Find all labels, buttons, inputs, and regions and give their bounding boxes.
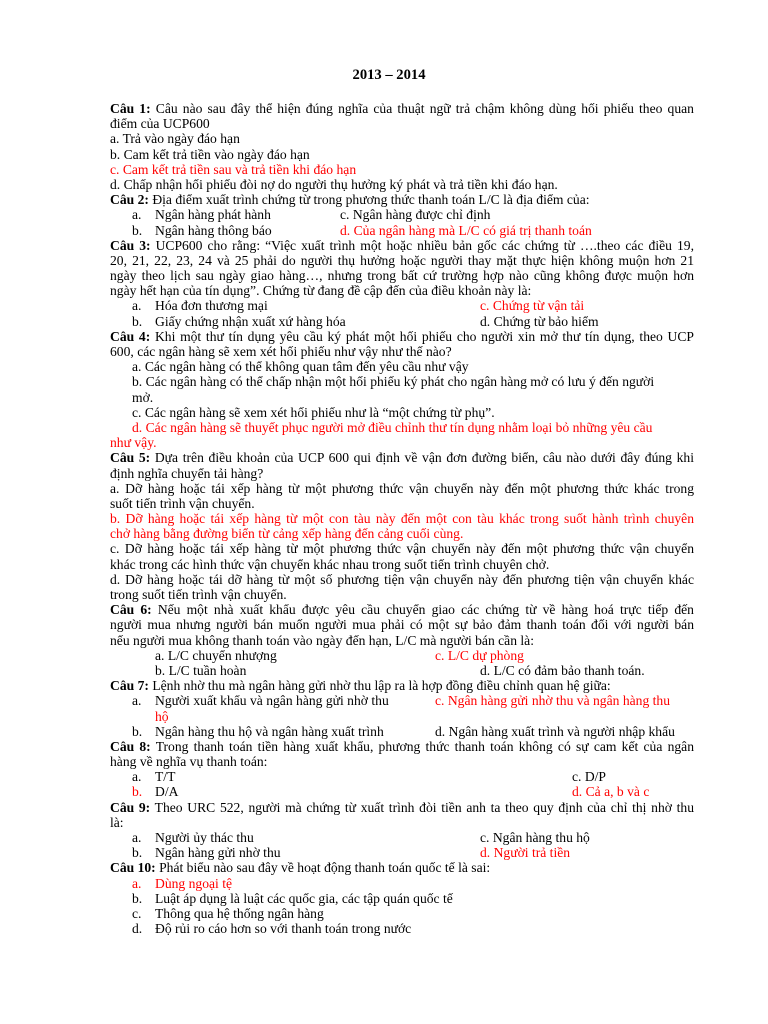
question-8 <box>110 739 694 800</box>
question-5 <box>110 450 694 602</box>
option-b-marker: b. <box>132 723 143 739</box>
question-text: Câu 2: Địa điểm xuất trình chứng từ trong phương thức thanh toán L/C là địa điểm của: <box>110 192 590 208</box>
option-b-marker: b. <box>132 313 143 329</box>
question-text: Câu 6: Nếu một nhà xuất khẩu được yêu cầu chuyển giao các chứng từ về hàng hoá trực tiếp đến <box>110 602 694 618</box>
option-a: a. L/C chuyển nhượng <box>155 647 277 663</box>
question-text: 600, các ngân hàng sẽ xem xét hối phiếu như vậy như thế nào? <box>110 344 452 359</box>
option-a: Người xuất khẩu và ngân hàng gửi nhờ thu <box>155 693 389 709</box>
question-4 <box>110 329 694 451</box>
question-10 <box>110 860 694 936</box>
option-row <box>110 648 694 663</box>
option-c: c. D/P <box>572 769 606 785</box>
option-a-marker: a. <box>132 207 142 223</box>
option-row <box>110 693 694 708</box>
option-b-marker: b. <box>132 890 143 906</box>
option-row <box>110 709 694 724</box>
question-text: Câu 8: Trong thanh toán tiền hàng xuất khẩu, phương thức thanh toán không có sự cam kết của ngân <box>110 738 694 754</box>
option-a: a. Các ngân hàng có thể không quan tâm đến yêu cầu như vậy <box>132 359 469 375</box>
option-b-marker: b. <box>132 784 143 800</box>
question-number: Câu 6: <box>110 602 152 618</box>
option-c: Thông qua hệ thống ngân hàng <box>155 905 324 921</box>
option-b: Luật áp dụng là luật các quốc gia, các tập quán quốc tế <box>155 890 453 906</box>
option-c-answer: c. Cam kết trả tiền sau và trả tiền khi đáo hạn <box>110 161 357 177</box>
question-9 <box>110 800 694 861</box>
question-text: Câu 4: Khi một thư tín dụng yêu cầu ký phát một hối phiếu cho người xin mở thư tín dụng, theo UCP <box>110 328 694 344</box>
option-b: D/A <box>155 784 179 800</box>
option-b-marker: b. <box>132 845 143 861</box>
option-row <box>110 906 694 921</box>
option-b-cont: mở. <box>132 389 154 405</box>
question-3 <box>110 238 694 329</box>
option-c-marker: c. <box>132 905 142 921</box>
option-row <box>110 830 694 845</box>
option-c-answer: c. Ngân hàng gửi nhờ thu và ngân hàng thu <box>435 693 671 709</box>
option-d: d. Chấp nhận hối phiếu đòi nợ do người thụ hưởng ký phát và trả tiền khi đáo hạn. <box>110 176 558 192</box>
option-a-marker: a. <box>132 298 142 314</box>
option-c: c. Các ngân hàng sẽ xem xét hối phiếu như là “một chứng từ phụ”. <box>132 404 495 420</box>
option-b: b. Các ngân hàng có thể chấp nhận một hối phiếu ký phát cho ngân hàng mở có lưu ý đến người <box>132 374 655 390</box>
option-c: c. Ngân hàng thu hộ <box>480 830 590 845</box>
question-number: Câu 9: <box>110 799 151 815</box>
option-d-answer: d. Cả a, b và c <box>572 784 650 800</box>
question-text: Câu 5: Dựa trên điều khoản của UCP 600 qui định về vận đơn đường biển, câu nào dưới đây đúng khi <box>110 450 694 466</box>
question-number: Câu 2: <box>110 192 149 208</box>
option-row <box>110 223 694 238</box>
question-text: Câu 9: Theo URC 522, người mà chứng từ xuất trình đòi tiền anh ta theo quy định của chỉ thị nhờ thu <box>110 799 694 815</box>
option-d: d. Dỡ hàng hoặc tái dỡ hàng từ một số phương tiện vận chuyển này đến phương tiện vận chuyển khác <box>110 571 694 587</box>
option-d-answer: d. Các ngân hàng sẽ thuyết phục người mở điều chỉnh thư tín dụng nhằm loại bỏ những yêu cầu <box>132 419 653 435</box>
option-b-answer-cont: chở hàng bằng đường biển từ cảng xếp hàng đến cảng cuối cùng. <box>110 526 464 542</box>
option-d: d. Chứng từ bảo hiểm <box>480 313 599 329</box>
option-d-cont: trong suốt tiến trình vận chuyển. <box>110 587 287 602</box>
question-list <box>110 101 694 936</box>
question-number: Câu 4: <box>110 328 151 344</box>
option-b: Ngân hàng thông báo <box>155 222 272 238</box>
option-c: c. Ngân hàng được chỉ định <box>340 207 491 223</box>
option-row <box>110 784 694 799</box>
option-b: Ngân hàng gửi nhờ thu <box>155 845 281 861</box>
question-6 <box>110 602 694 678</box>
option-row <box>110 298 694 313</box>
option-a: Hóa đơn thương mại <box>155 298 268 314</box>
option-d: d. Ngân hàng xuất trình và người nhập khẩu <box>435 723 675 739</box>
question-text: hàng về nghĩa vụ thanh toán: <box>110 754 268 770</box>
question-text: Câu 1: Câu nào sau đây thể hiện đúng nghĩa của thuật ngữ trả chậm không dùng hối phiếu theo quan <box>110 101 694 116</box>
question-text: người mua nhưng người bán muốn người mua phải có một sự bảo đảm thanh toán đối với người bán <box>110 617 694 633</box>
question-text: Câu 10: Phát biểu nào sau đây về hoạt động thanh toán quốc tế là sai: <box>110 860 491 876</box>
question-number: Câu 10: <box>110 860 156 876</box>
option-row <box>110 314 694 329</box>
question-text: định nghĩa chuyển tải hàng? <box>110 465 264 481</box>
option-b: Giấy chứng nhận xuất xứ hàng hóa <box>155 313 346 329</box>
option-d-answer: d. Người trả tiền <box>480 845 571 861</box>
question-1 <box>110 101 694 192</box>
option-d: Độ rủi ro cáo hơn so với thanh toán trong nước <box>155 921 412 937</box>
option-d-answer-cont: như vậy. <box>110 435 157 451</box>
option-b-marker: b. <box>132 222 143 238</box>
option-c-cont: khác trong các hình thức vận chuyển khác nhau trong suốt tiến trình chuyên chở. <box>110 556 550 572</box>
option-a: T/T <box>155 769 176 785</box>
option-c-answer: c. L/C dự phòng <box>435 647 524 663</box>
option-row <box>110 891 694 906</box>
option-c-answer-cont: hộ <box>155 708 169 724</box>
option-row <box>110 724 694 739</box>
option-row <box>110 921 694 936</box>
option-row <box>110 876 694 891</box>
option-b: Ngân hàng thu hộ và ngân hàng xuất trình <box>155 723 384 739</box>
option-row <box>110 663 694 678</box>
question-2 <box>110 192 694 238</box>
question-number: Câu 7: <box>110 678 149 694</box>
option-d-marker: d. <box>132 921 143 937</box>
option-row <box>110 769 694 784</box>
question-text: Câu 7: Lệnh nhờ thu mà ngân hàng gửi nhờ thu lập ra là hợp đồng điều chỉnh quan hệ giữa: <box>110 678 611 694</box>
question-number: Câu 1: <box>110 101 151 116</box>
question-text: Câu 3: UCP600 cho rằng: “Việc xuất trình một hoặc nhiều bản gốc các chứng từ ….theo các điều 19, <box>110 237 694 253</box>
option-row <box>110 207 694 222</box>
question-text: nếu người mua không thanh toán vào ngày đến hạn, L/C mà người bán cần là: <box>110 632 534 648</box>
option-a: Người ủy thác thu <box>155 830 254 845</box>
option-row <box>110 845 694 860</box>
question-text: là: <box>110 814 124 830</box>
option-b-answer: b. Dỡ hàng hoặc tái xếp hàng từ một con tàu này đến một con tàu khác trong suốt hành trình chuyên <box>110 511 694 527</box>
question-number: Câu 5: <box>110 450 151 466</box>
option-a-marker: a. <box>132 693 142 709</box>
option-a-answer: Dùng ngoại tệ <box>155 875 233 891</box>
option-c: c. Dỡ hàng hoặc tái xếp hàng từ một phương thức vận chuyển này đến một phương thức vận chuyển <box>110 541 694 557</box>
option-a: Ngân hàng phát hành <box>155 207 271 223</box>
question-number: Câu 8: <box>110 738 151 754</box>
question-text: ngày theo lịch sau ngày giao hàng…, nhưng trong bất cứ trường hợp nào cũng không được muộn hơn <box>110 268 694 284</box>
page-title: 2013 – 2014 <box>352 67 426 83</box>
option-a-marker: a. <box>132 875 142 891</box>
option-d-answer: d. Của ngân hàng mà L/C có giá trị thanh toán <box>340 222 592 238</box>
question-text: ngày hết hạn của tín dụng”. Chứng từ đang đề cập đến của điều khoản này là: <box>110 283 532 299</box>
option-d: d. L/C có đảm bảo thanh toán. <box>480 662 645 678</box>
question-text: điểm của UCP600 <box>110 116 210 132</box>
question-number: Câu 3: <box>110 237 151 253</box>
option-b: b. L/C tuần hoàn <box>155 662 247 678</box>
option-a: a. Dỡ hàng hoặc tái xếp hàng từ một phương thức vận chuyển này đến một phương thức khác trong <box>110 480 694 496</box>
option-a: a. Trả vào ngày đáo hạn <box>110 131 240 147</box>
option-b: b. Cam kết trả tiền vào ngày đáo hạn <box>110 146 310 162</box>
question-7 <box>110 678 694 739</box>
question-text: 20, 21, 22, 23, 24 và 25 phải do người thụ hưởng hoặc người thay mặt thực hiện không muộn hơn 21 <box>110 252 694 268</box>
option-a-marker: a. <box>132 769 142 785</box>
option-a-marker: a. <box>132 830 142 845</box>
option-c-answer: c. Chứng từ vận tải <box>480 298 585 314</box>
option-a-cont: suốt tiến trình vận chuyển. <box>110 495 255 511</box>
